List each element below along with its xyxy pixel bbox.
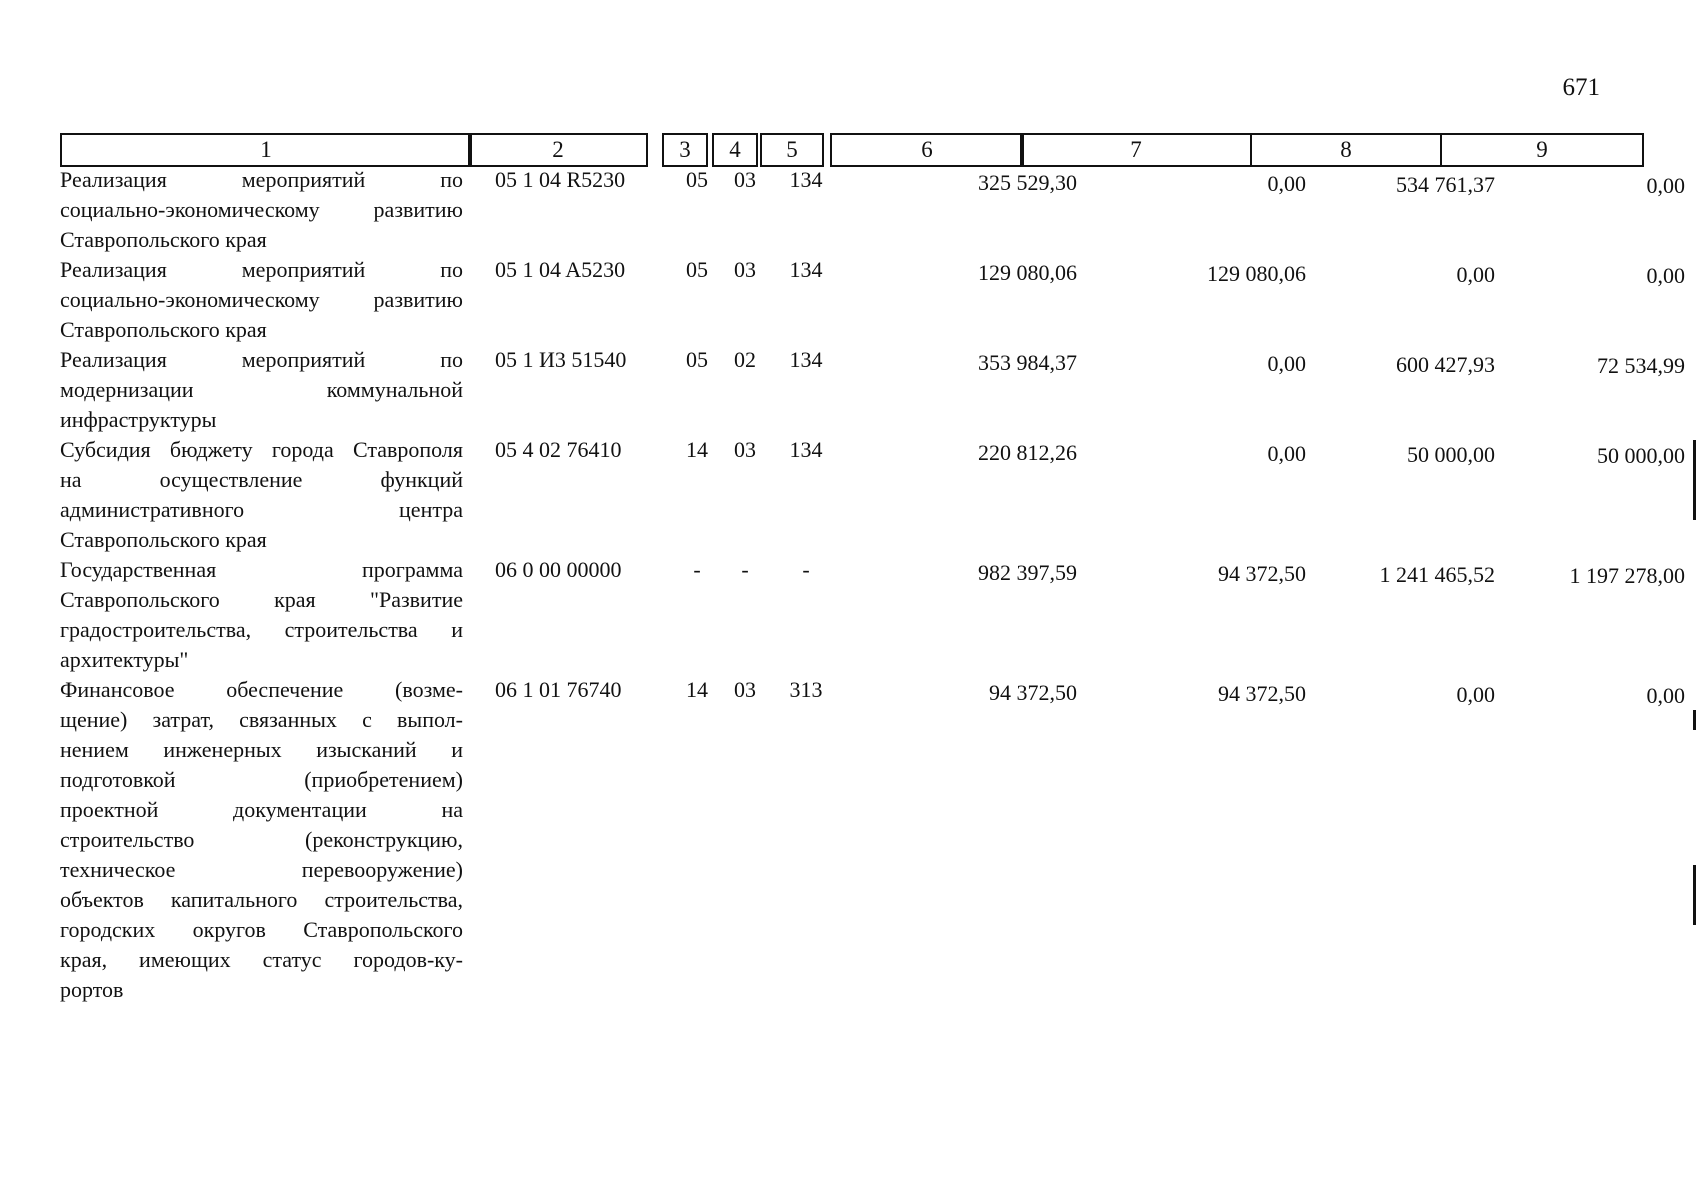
row-col-3: 14 [686, 677, 708, 702]
row-name-line: Ставропольского края "Развитие [60, 587, 463, 612]
table-row [60, 555, 1685, 675]
row-value-8: 1 241 465,52 [1379, 562, 1495, 587]
page-number: 671 [1562, 74, 1600, 101]
row-value-9: 1 197 278,00 [1569, 563, 1685, 588]
row-code: 05 1 04 A5230 [495, 257, 626, 282]
row-name-line: Государственная программа [60, 557, 463, 582]
row-name-line: инфраструктуры [60, 407, 217, 432]
row-name-line: социально-экономическому развитию [60, 197, 463, 222]
row-col-5: 134 [789, 437, 823, 462]
row-name-line: Ставропольского края [60, 527, 267, 552]
row-name-line: административного центра [60, 497, 463, 522]
row-value-9: 0,00 [1646, 173, 1685, 198]
row-name [60, 555, 463, 675]
row-name-line: щение) затрат, связанных с выпол- [60, 707, 463, 732]
header-col-9: 9 [1440, 133, 1644, 167]
row-col-5: 134 [789, 347, 823, 372]
header-col-8: 8 [1250, 133, 1442, 167]
row-col-4: 03 [734, 257, 756, 282]
header-col-5: 5 [760, 133, 824, 167]
row-value-8: 0,00 [1456, 682, 1495, 707]
row-value-8: 0,00 [1456, 262, 1495, 287]
row-name-line: социально-экономическому развитию [60, 287, 463, 312]
row-name-line: Реализация мероприятий по [60, 257, 463, 282]
row-code: 05 4 02 76410 [495, 437, 622, 462]
row-col-3: 05 [686, 257, 708, 282]
row-name-line: Ставропольского края [60, 317, 267, 342]
row-value-7: 94 372,50 [1218, 561, 1306, 586]
header-col-7: 7 [1020, 133, 1252, 167]
table-header [60, 133, 1643, 169]
row-value-6: 129 080,06 [978, 260, 1077, 285]
row-value-7: 129 080,06 [1207, 261, 1306, 286]
row-name-line: городских округов Ставропольского [60, 917, 463, 942]
row-col-5: 313 [789, 677, 823, 702]
row-code: 05 1 И3 51540 [495, 347, 627, 372]
row-name [60, 345, 463, 435]
row-value-8: 50 000,00 [1407, 442, 1495, 467]
row-name-line: края, имеющих статус городов-ку- [60, 947, 463, 972]
row-name-line: градостроительства, строительства и [60, 617, 463, 642]
row-name-line: техническое перевооружение) [60, 857, 463, 882]
row-name-line: Финансовое обеспечение (возме- [60, 677, 463, 702]
row-value-6: 94 372,50 [989, 680, 1077, 705]
row-name-line: нением инженерных изысканий и [60, 737, 463, 762]
row-name-line: Реализация мероприятий по [60, 347, 463, 372]
row-name-line: архитектуры" [60, 647, 189, 672]
row-name [60, 435, 463, 555]
row-col-4: 02 [734, 347, 756, 372]
table-row [60, 435, 1685, 555]
row-name-line: Реализация мероприятий по [60, 167, 463, 192]
row-col-5: 134 [789, 167, 823, 192]
row-col-3: - [693, 557, 701, 582]
table-body [60, 165, 1685, 1005]
row-value-7: 0,00 [1267, 171, 1306, 196]
table-row [60, 345, 1685, 435]
row-name [60, 255, 463, 345]
row-value-7: 94 372,50 [1218, 681, 1306, 706]
row-value-7: 0,00 [1267, 351, 1306, 376]
row-col-4: - [741, 557, 749, 582]
row-code: 05 1 04 R5230 [495, 167, 626, 192]
header-col-2: 2 [468, 133, 648, 167]
row-value-6: 220 812,26 [978, 440, 1077, 465]
row-col-3: 05 [686, 167, 708, 192]
row-name-line: рортов [60, 977, 124, 1002]
row-col-5: - [802, 557, 810, 582]
row-code: 06 0 00 00000 [495, 557, 622, 582]
row-value-9: 0,00 [1646, 683, 1685, 708]
table-row [60, 165, 1685, 255]
row-name [60, 165, 463, 255]
row-value-9: 72 534,99 [1597, 353, 1685, 378]
row-value-7: 0,00 [1267, 441, 1306, 466]
row-name-line: подготовкой (приобретением) [60, 767, 463, 792]
row-name-line: проектной документации на [60, 797, 463, 822]
row-col-4: 03 [734, 437, 756, 462]
row-col-3: 05 [686, 347, 708, 372]
header-col-3: 3 [662, 133, 708, 167]
row-name-line: на осуществление функций [60, 467, 463, 492]
row-col-4: 03 [734, 167, 756, 192]
table-row [60, 675, 1685, 1005]
row-name-line: Субсидия бюджету города Ставрополя [60, 437, 463, 462]
table-row [60, 255, 1685, 345]
row-name-line: модернизации коммунальной [60, 377, 463, 402]
row-name-line: объектов капитального строительства, [60, 887, 463, 912]
row-value-6: 325 529,30 [978, 170, 1077, 195]
header-col-4: 4 [712, 133, 758, 167]
row-code: 06 1 01 76740 [495, 677, 622, 702]
row-value-6: 353 984,37 [978, 350, 1077, 375]
row-name [60, 675, 463, 1005]
header-col-1: 1 [60, 133, 472, 167]
row-value-9: 0,00 [1646, 263, 1685, 288]
row-value-8: 534 761,37 [1396, 172, 1495, 197]
row-value-9: 50 000,00 [1597, 443, 1685, 468]
row-value-6: 982 397,59 [978, 560, 1077, 585]
row-col-5: 134 [789, 257, 823, 282]
row-name-line: Ставропольского края [60, 227, 267, 252]
header-col-6: 6 [830, 133, 1024, 167]
row-col-3: 14 [686, 437, 708, 462]
row-value-8: 600 427,93 [1396, 352, 1495, 377]
row-col-4: 03 [734, 677, 756, 702]
row-name-line: строительство (реконструкцию, [60, 827, 463, 852]
